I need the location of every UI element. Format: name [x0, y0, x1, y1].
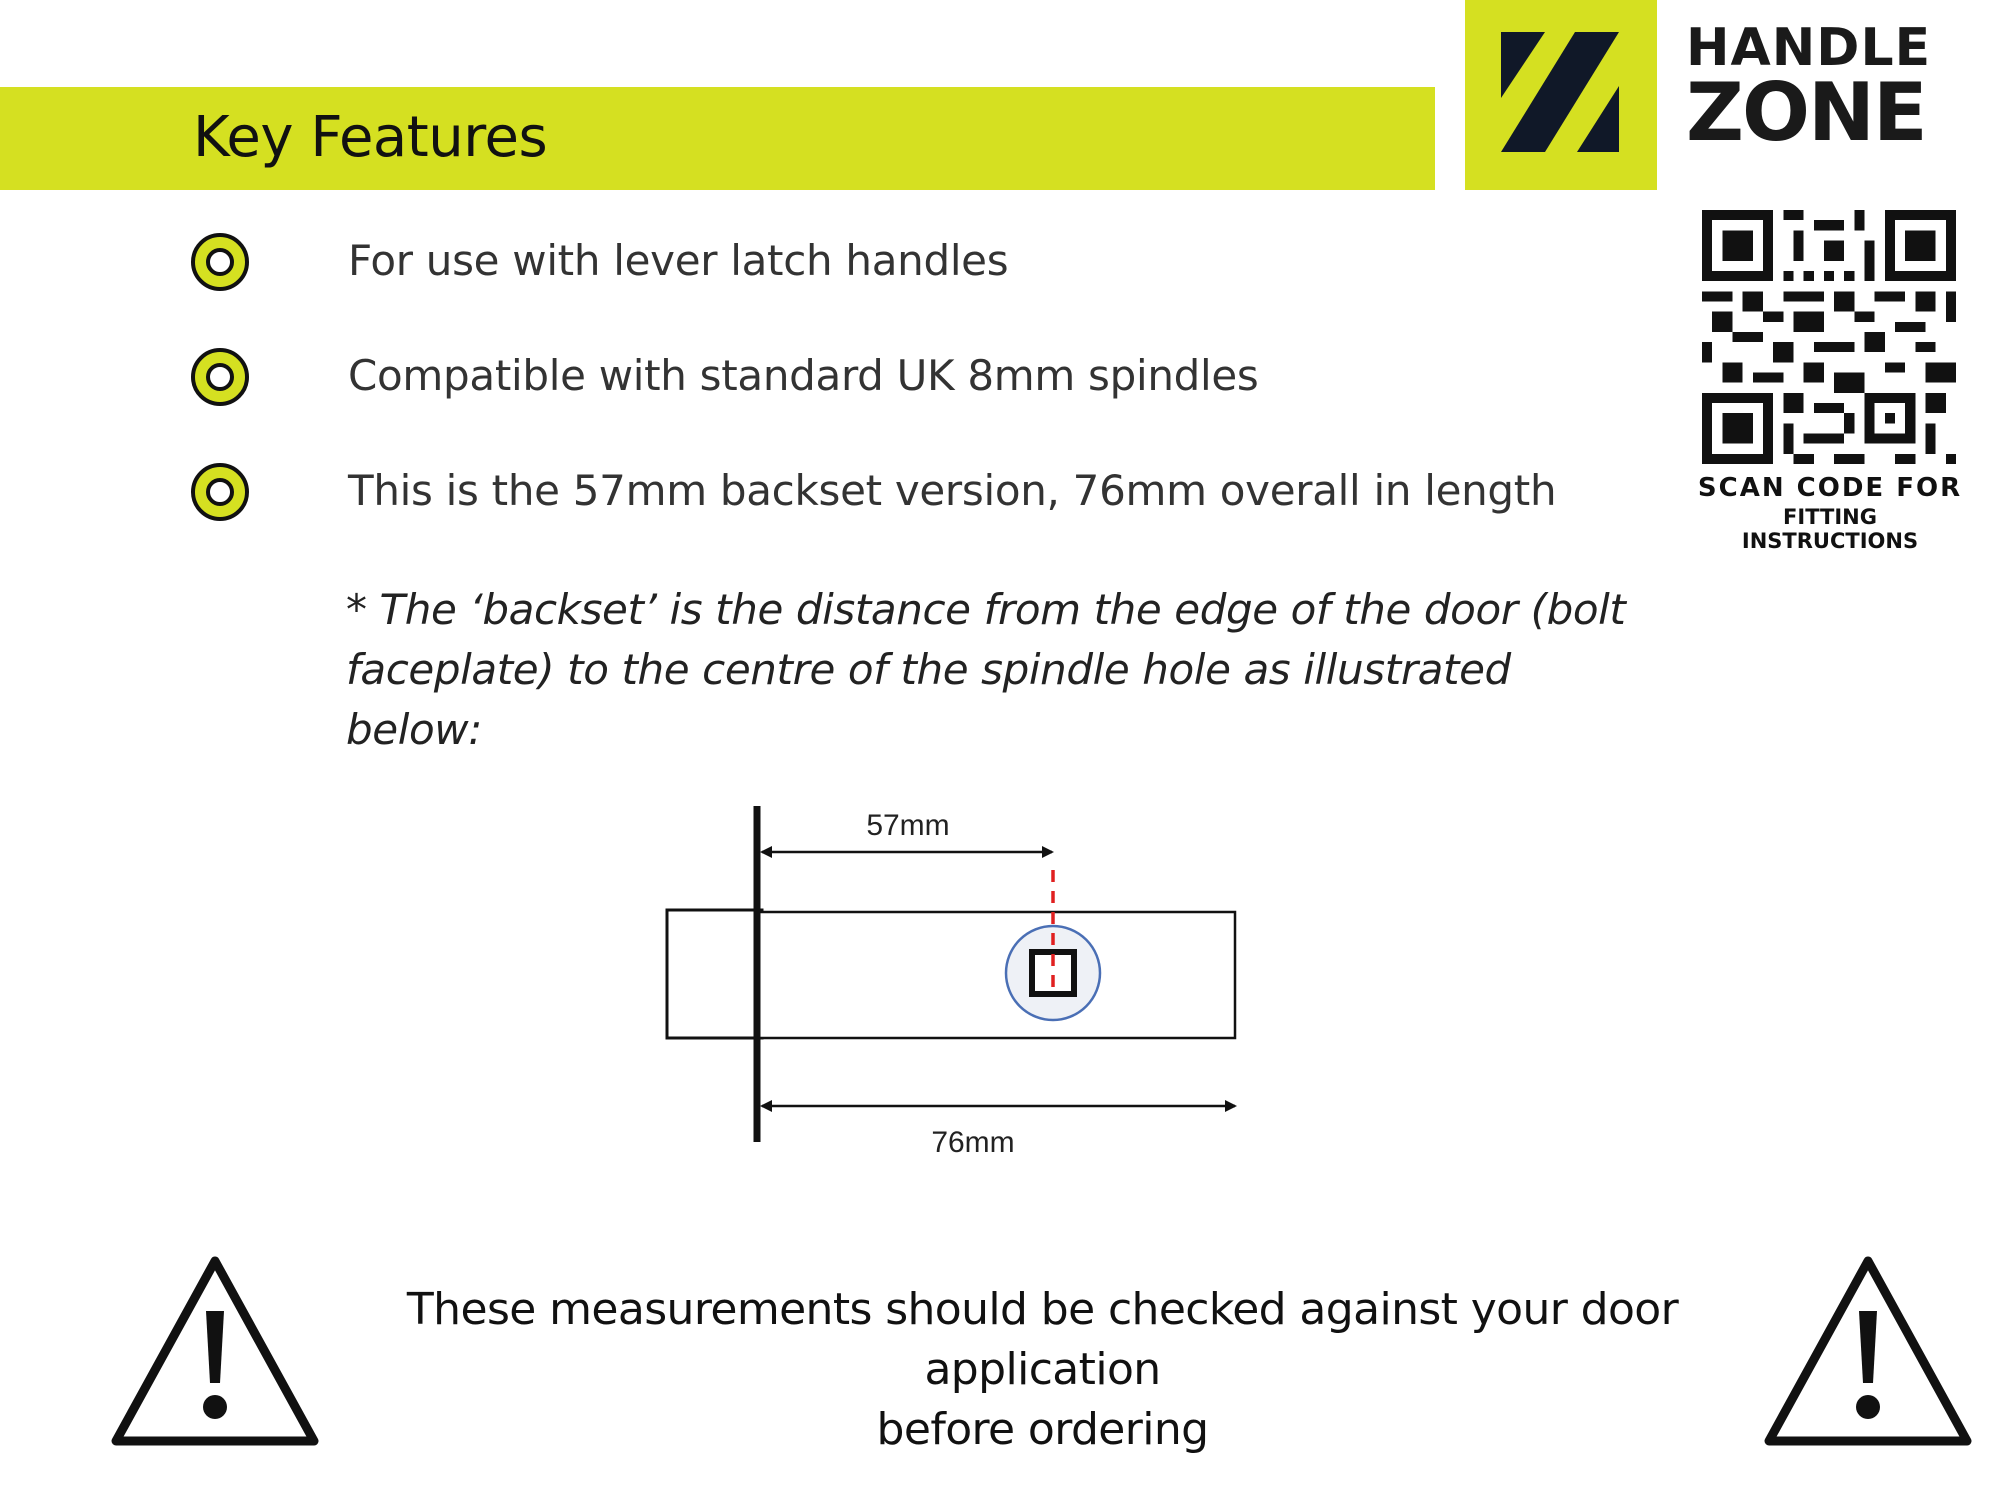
feature-text: Compatible with standard UK 8mm spindles [348, 351, 1259, 400]
warning-message [330, 1280, 1755, 1460]
ring-bullet-icon [190, 232, 250, 292]
brand-line-2: ZONE [1686, 66, 1926, 160]
warning-triangle-icon [1763, 1255, 1973, 1450]
note-line-2: faceplate) to the centre of the spindle hole as illustrated below: [346, 645, 1511, 754]
brand-wordmark [1686, 18, 1932, 160]
page-title: Key Features [193, 105, 548, 170]
bolt-tongue [667, 910, 762, 1038]
warning-triangle-icon [110, 1255, 320, 1450]
feature-item [190, 232, 1490, 292]
feature-item [190, 462, 1557, 522]
backset-label: 57mm [866, 809, 950, 842]
ring-bullet-icon [190, 462, 250, 522]
qr-caption [1695, 473, 1965, 553]
qr-caption-line-2: FITTING INSTRUCTIONS [1741, 505, 1919, 553]
latch-body [755, 912, 1235, 1038]
qr-code[interactable] [1702, 210, 1956, 464]
note-line-1: * The ‘backset’ is the distance from the edge of the door (bolt [346, 585, 1626, 634]
warning-line-2: before ordering [876, 1404, 1209, 1455]
length-label: 76mm [931, 1126, 1015, 1159]
feature-item [190, 347, 1490, 407]
handle-zone-logo-icon [1501, 32, 1621, 152]
warning-line-1: These measurements should be checked against your door application [406, 1284, 1679, 1395]
feature-text: For use with lever latch handles [348, 236, 1009, 285]
qr-caption-line-1: SCAN CODE FOR [1697, 473, 1963, 503]
backset-diagram [640, 770, 1260, 1180]
feature-text: This is the 57mm backset version, 76mm overall in length [348, 466, 1557, 515]
brand-logo [1465, 0, 1657, 190]
brand-line-1: HANDLE [1686, 18, 1932, 78]
ring-bullet-icon [190, 347, 250, 407]
backset-note [346, 580, 1636, 760]
